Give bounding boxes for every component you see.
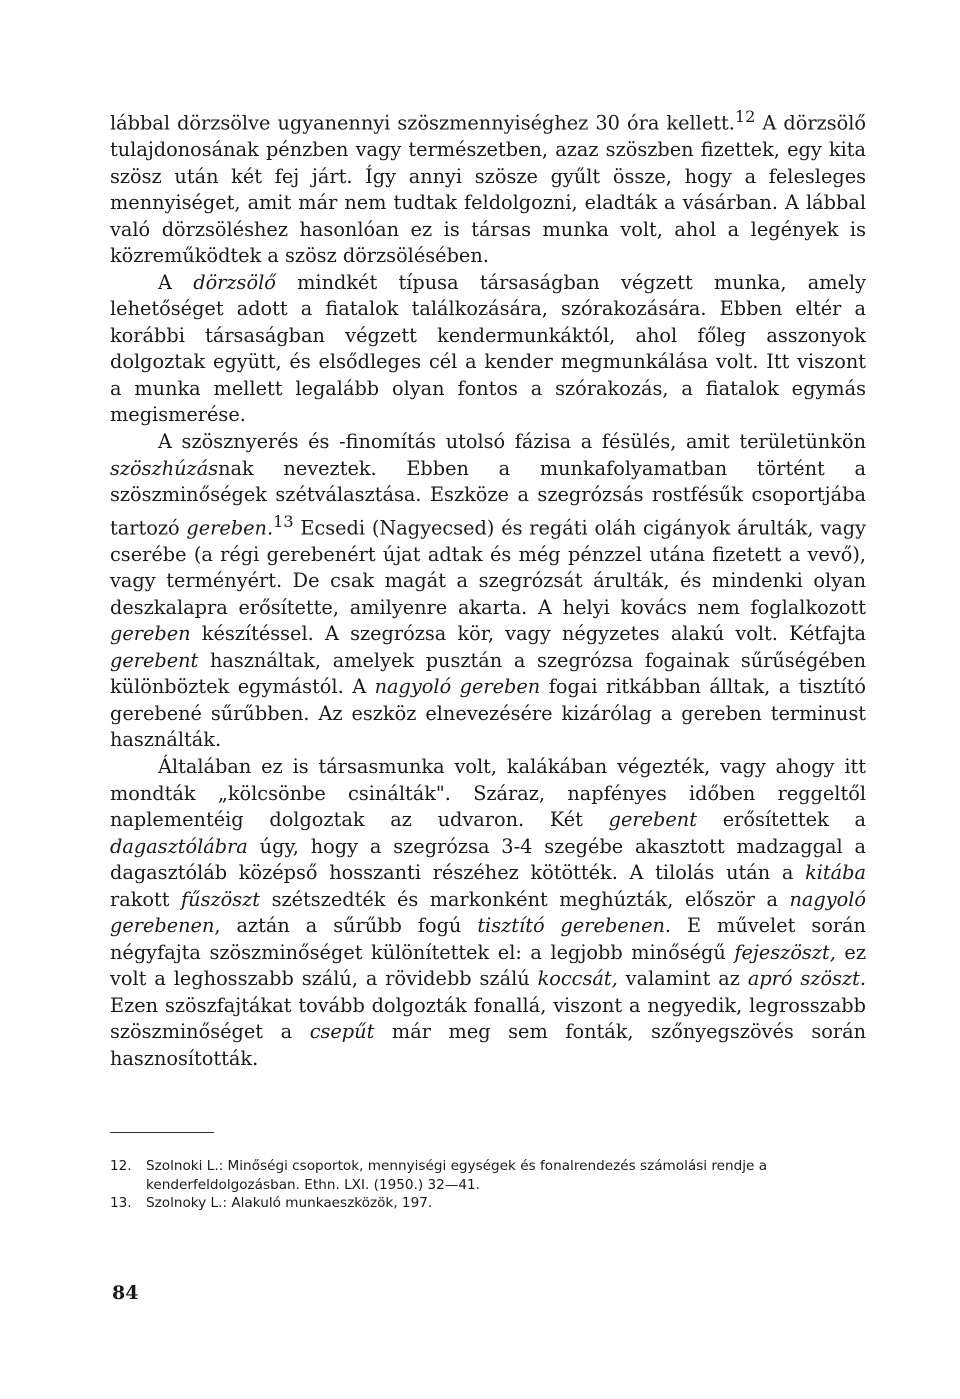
footnote xyxy=(110,1194,866,1213)
text-run: valamint az xyxy=(617,967,748,991)
italic-term: gerebent xyxy=(608,808,697,832)
footnote xyxy=(110,1157,866,1194)
text-run: fogai ritkábban álltak, a tisztító gerebené sűrűbben. Az eszköz elnevezésére kizárólag a gereben terminust használták. xyxy=(110,675,866,752)
italic-term: gereben. xyxy=(186,516,274,540)
text-run: A dörzsölő tulajdonosának pénzben vagy természetben, azaz szöszben fizettek, egy kita szösz után két fej járt. Így annyi szösze gyűlt össze, hogy a felesleges mennyiséget, amit már nem tudtak feldolgozni, eladták a vásárban. A lábbal való dörzsöléshez hasonlóan ez is társas munka volt, ahol a legények is közreműködtek a szösz dörzsölésében. xyxy=(110,111,866,268)
text-run: Ecsedi (Nagyecsed) és regáti oláh cigányok árulták, vagy cserébe (a régi gerebenért újat adtak és még pénzzel utána fizetett a vevő), vagy terményért. De csak magát a szegrózsát árulták, és mindenki olyan deszkalapra erősítette, amilyenre akarta. A helyi kovács nem foglalkozott xyxy=(110,516,867,619)
italic-term: apró szöszt. xyxy=(747,967,866,991)
text-run: , aztán a sűrűbb fogú xyxy=(214,914,478,938)
paragraph-3 xyxy=(110,429,866,754)
italic-term: gerebent xyxy=(110,648,199,672)
footnote-divider xyxy=(110,1132,214,1133)
body-text xyxy=(110,104,866,1073)
text-run: használtak, amelyek pusztán a szegrózsa fogainak sűrűségében különböztek egymástól. A xyxy=(110,648,866,699)
paragraph-4 xyxy=(110,754,866,1073)
italic-term: dagasztólábra xyxy=(110,834,248,858)
italic-term: tisztító gerebenen. xyxy=(477,914,672,938)
italic-term: fejeszöszt, xyxy=(734,940,836,964)
text-run: rakott xyxy=(110,887,182,911)
page-number: 84 xyxy=(112,1282,139,1304)
italic-term: nagyoló gereben xyxy=(374,675,541,699)
italic-term: gereben xyxy=(110,622,191,646)
text-run: szétszedték és markonként meghúzták, először a xyxy=(260,887,790,911)
text-run: erősítettek a xyxy=(696,808,866,832)
footnotes xyxy=(110,1157,866,1213)
paragraph-2 xyxy=(110,270,866,429)
text-run: lábbal dörzsölve ugyanennyi szöszmennyiséghez 30 óra kellett. xyxy=(110,111,735,135)
text-run: Általában ez is társasmunka volt, kalákában végezték, vagy ahogy itt mondták „kölcsönbe csinálták". Száraz, napfényes időben reggeltől naplementéig dolgoztak az udvaron. Két xyxy=(110,754,866,832)
text-run: ez volt a leghosszabb szálú, a rövidebb szálú xyxy=(110,940,866,991)
text-run: nak neveztek. Ebben a munkafolyamatban történt a szöszminőségek szétválasztása. Eszköze a szegrózsás rostfésűk csoportjába tartozó xyxy=(110,456,866,540)
text-run: készítéssel. A szegrózsa kör, vagy négyzetes alakú volt. Kétfajta xyxy=(190,622,866,646)
italic-term: csepűt xyxy=(309,1020,375,1044)
italic-term: fűszöszt xyxy=(181,887,261,911)
footnote-number: 12. xyxy=(110,1158,132,1174)
text-run: Ezen szöszfajtákat tovább dolgozták fonallá, viszont a negyedik, legrosszabb szöszminőséget a xyxy=(110,993,866,1044)
footnote-ref-12: 12 xyxy=(734,107,756,126)
text-run: A szösznyerés és -finomítás utolsó fázisa a fésülés, amit területünkön xyxy=(158,429,866,453)
text-run: E művelet során négyfajta szöszminőséget különítettek el: a legjobb minőségű xyxy=(110,914,866,964)
italic-term: nagyoló gerebenen xyxy=(110,887,866,938)
text-run: A xyxy=(158,270,194,294)
footnote-ref-13: 13 xyxy=(273,511,294,531)
text-run: úgy, hogy a szegrózsa 3-4 szegébe akasztott madzaggal a dagasztóláb középső hosszanti részéhez kötötték. A tilolás után a xyxy=(110,834,866,885)
footnote-text: Szolnoki L.: Minőségi csoportok, mennyiségi egységek és fonalrendezés számolási rendje a kenderfeldolgozásban. Ethn. LXI. (1950.) 32—41. xyxy=(146,1158,768,1193)
italic-term: szöszhúzás xyxy=(110,456,219,480)
italic-term: kitába xyxy=(805,861,866,885)
italic-term: koccsát, xyxy=(537,967,618,991)
text-run: már meg sem fonták, szőnyegszövés során hasznosították. xyxy=(110,1020,866,1070)
italic-term: dörzsölő xyxy=(193,270,276,294)
paragraph-1 xyxy=(110,104,866,270)
text-run: mindkét típusa társaságban végzett munka, amely lehetőséget adott a fiatalok találkozására, szórakozására. Ebben eltér a korábbi társaságban végzett kendermunkáktól, ahol főleg asszonyok dolgoztak együtt, és elsődleges cél a kender megmunkálása volt. Itt viszont a munka mellett legalább olyan fontos a szórakozás, a fiatalok egymás megismerése. xyxy=(110,270,866,427)
footnote-text: Szolnoky L.: Alakuló munkaeszközök, 197. xyxy=(146,1195,433,1211)
footnote-number: 13. xyxy=(110,1195,132,1211)
